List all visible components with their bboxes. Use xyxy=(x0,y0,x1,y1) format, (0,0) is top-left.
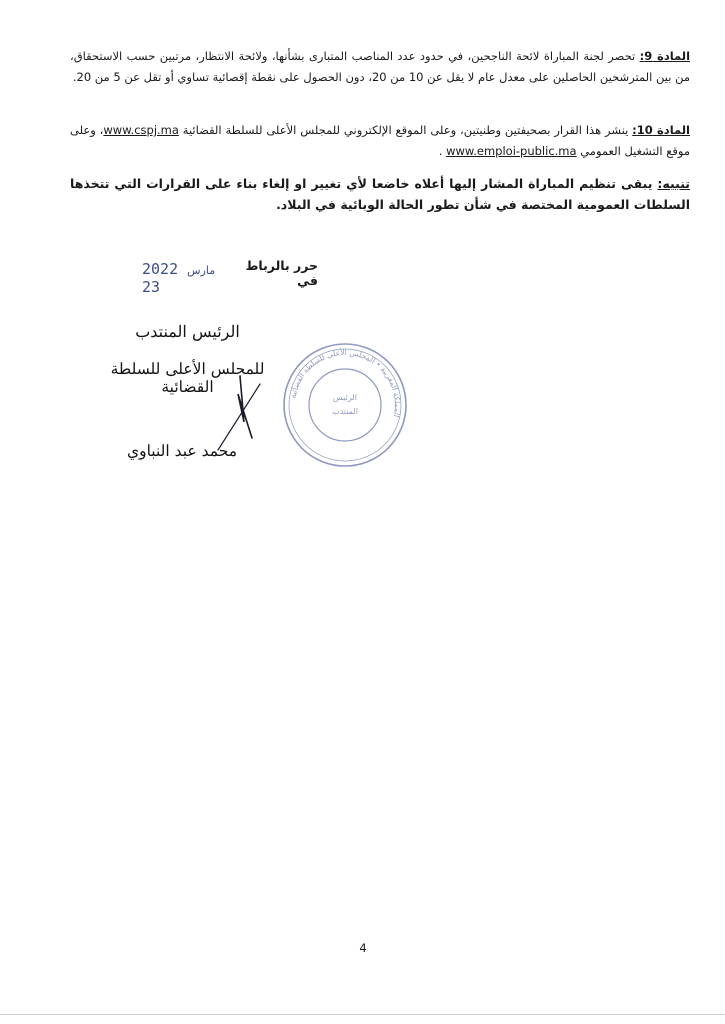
signing-place: حرر بالرباط في xyxy=(245,258,318,288)
stamp-outer-text: المملكة المغربية • المجلس الأعلى للسلطة القضائية xyxy=(288,347,403,419)
emploi-public-website-link[interactable]: www.emploi-public.ma xyxy=(446,144,577,158)
article-9-label: المادة 9: xyxy=(639,49,691,63)
article-10-text-before: ينشر هذا القرار بصحيفتين وطنيتين، وعلى الموقع الإلكتروني للمجلس الأعلى للسلطة القضائية xyxy=(178,123,633,137)
article-10-label: المادة 10: xyxy=(632,123,690,137)
signing-date xyxy=(142,260,232,296)
handwritten-signature-icon xyxy=(200,372,290,452)
official-stamp-icon xyxy=(280,340,410,470)
page-number: 4 xyxy=(359,941,367,955)
signatory-title-line-1: الرئيس المنتدب xyxy=(135,322,240,341)
article-9-text: تحصر لجنة المباراة لائحة الناجحين، في حدود عدد المناصب المتبارى بشأنها، ولائحة الانتظار، مرتبين حسب الاستحقاق، من بين المترشحين الحاصلين على معدل عام لا يقل عن 10 من 20، دون الحصول على نقطة إقصائية تساوي أو تقل عن 5 من 20. xyxy=(70,49,690,84)
article-10-paragraph xyxy=(70,120,690,162)
notice-label: تنبيه: xyxy=(657,176,690,191)
stamp-inner-line-1: الرئيس xyxy=(333,393,357,402)
bottom-divider xyxy=(0,1014,725,1015)
article-10-text-after: . xyxy=(438,144,447,158)
date-day: 23 xyxy=(142,278,161,296)
notice-paragraph xyxy=(70,173,690,215)
cspj-website-link[interactable]: www.cspj.ma xyxy=(103,123,179,137)
signatory-title-line-2: للمجلس الأعلى للسلطة القضائية xyxy=(110,360,265,396)
date-month: مارس xyxy=(187,264,216,277)
article-10-text-middle: ، وعلى موقع التشغيل العمومي xyxy=(70,123,690,158)
date-year: 2022 xyxy=(142,260,179,278)
article-9-paragraph xyxy=(70,46,690,88)
stamp-inner-line-2: المنتدب xyxy=(332,407,358,416)
notice-text: يبقى تنظيم المباراة المشار إليها أعلاه خاضعا لأي تغيير او إلغاء بناء على القرارات التي تتخذها السلطات العمومية المختصة في شأن تطور الحالة الوبائية في البلاد. xyxy=(70,176,690,212)
signatory-name: محمد عبد النباوي xyxy=(126,442,238,460)
